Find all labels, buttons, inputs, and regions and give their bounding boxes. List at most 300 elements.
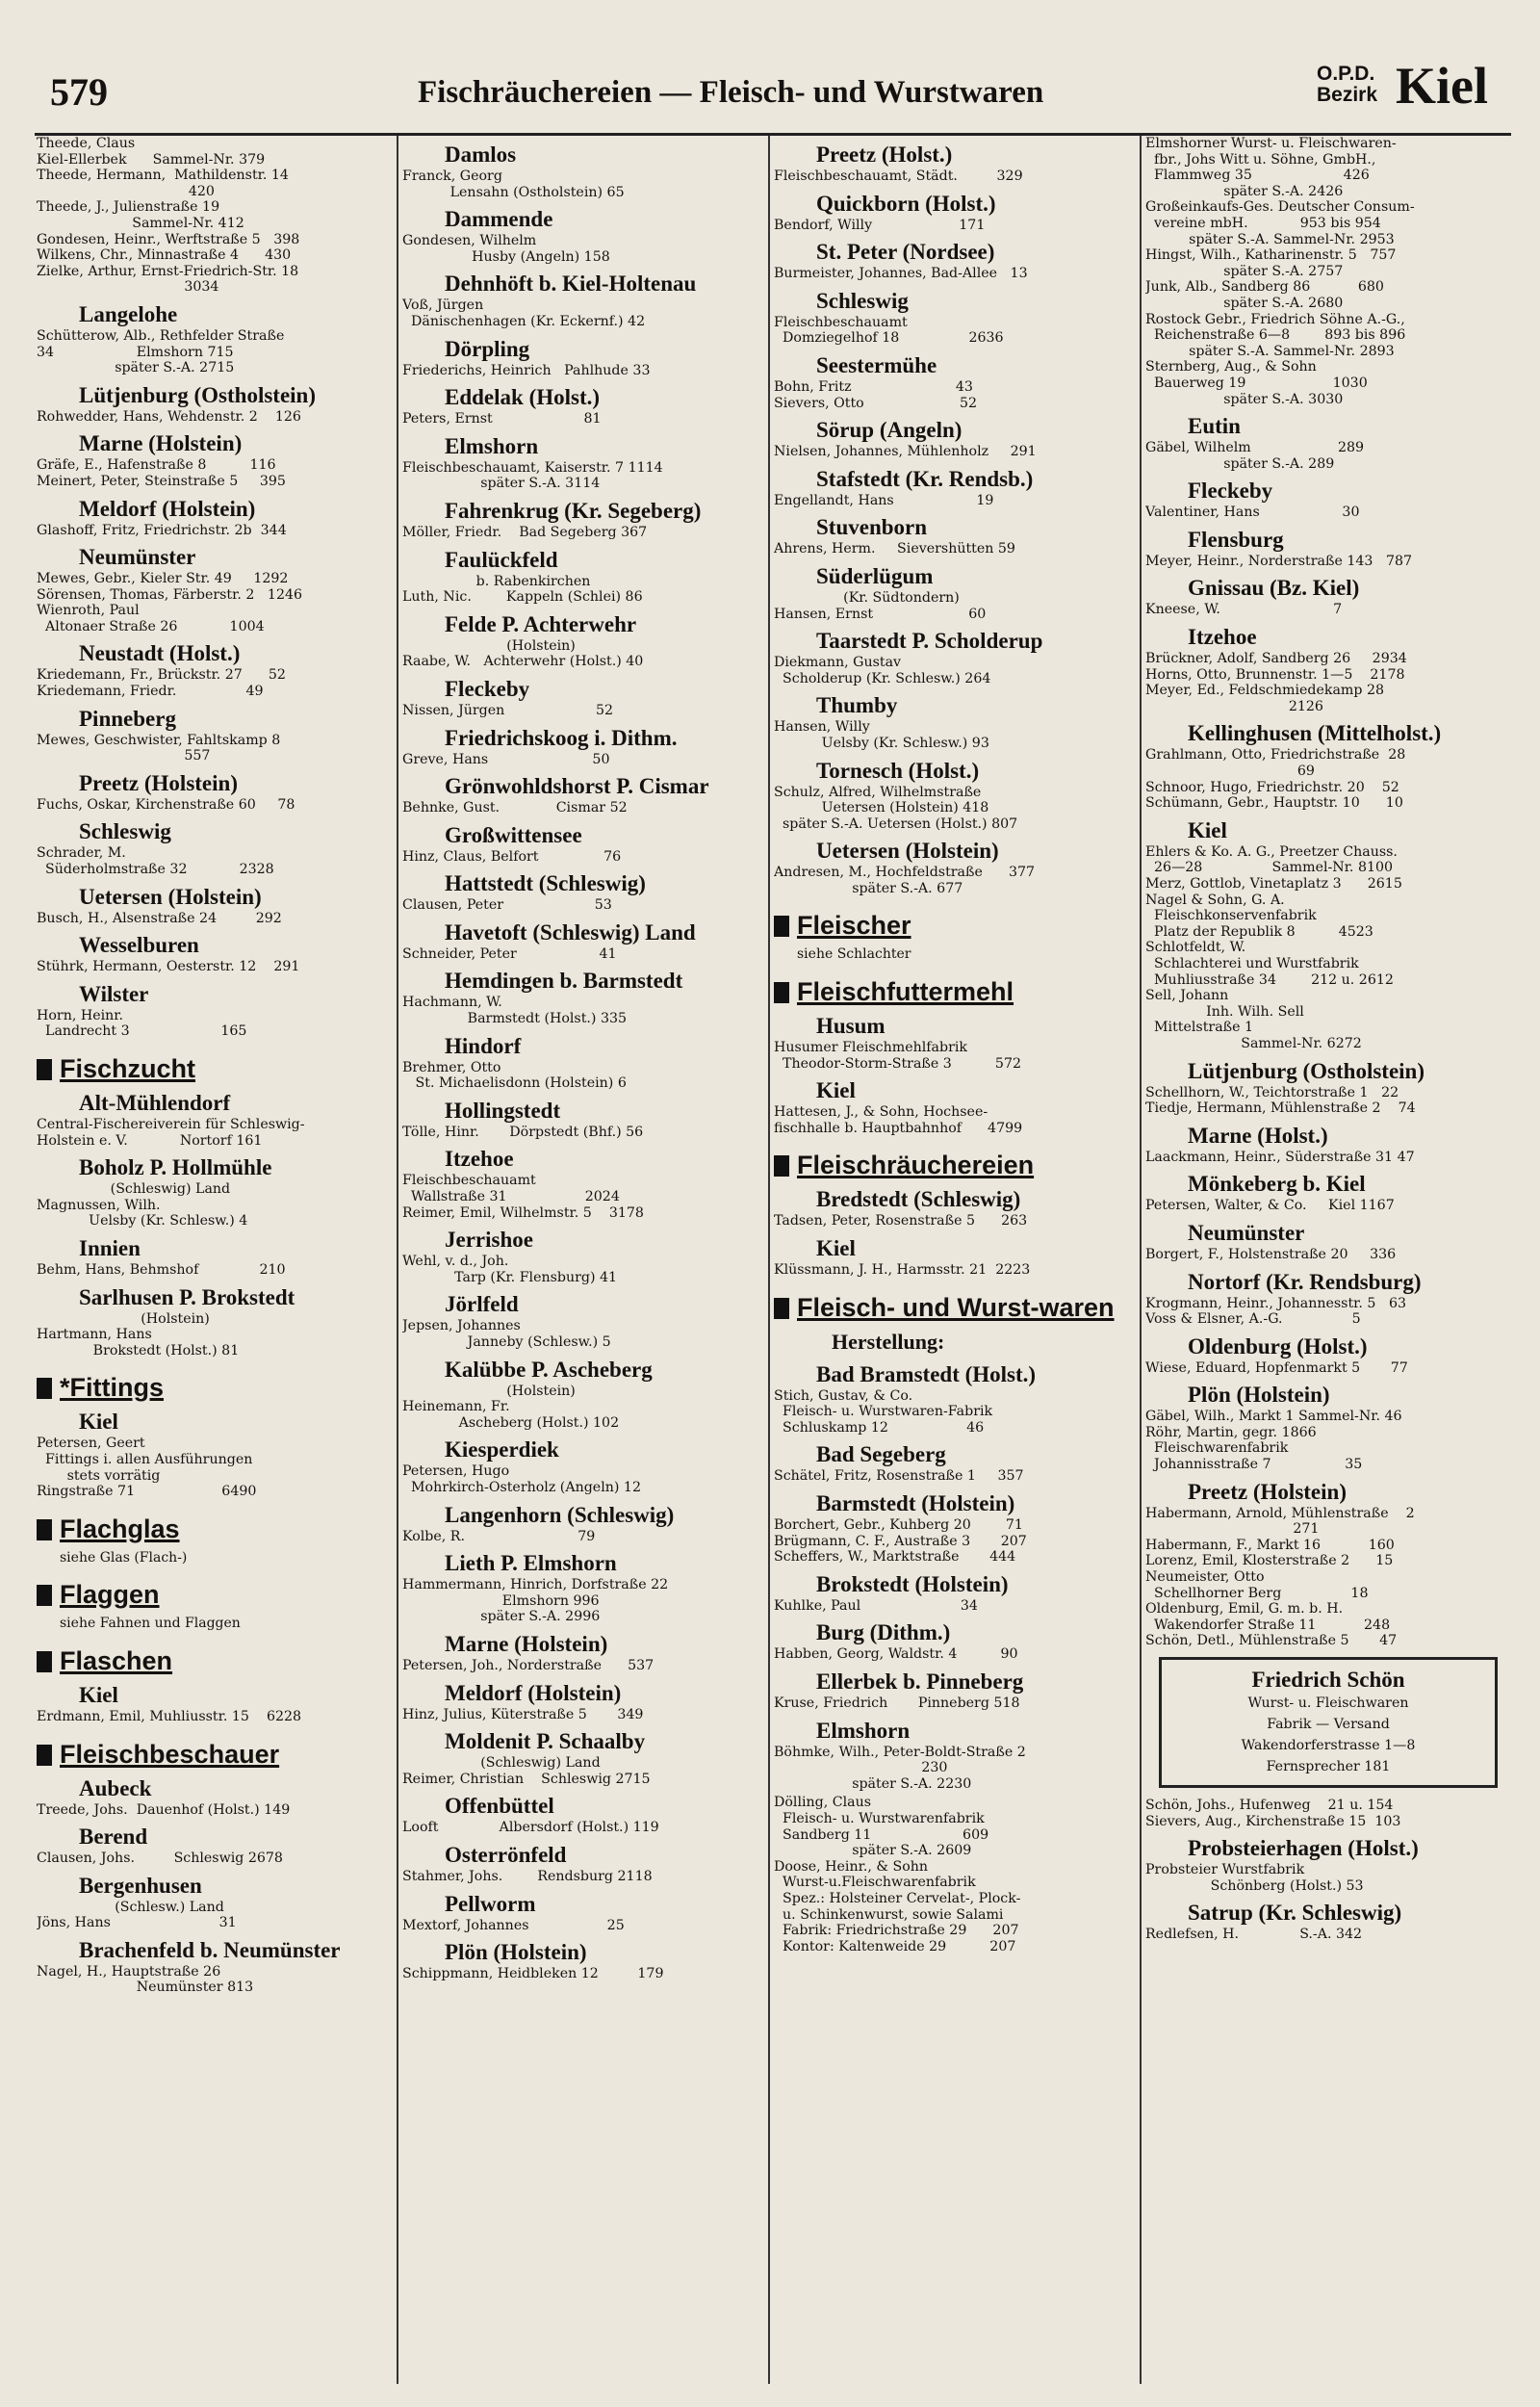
listing-line: (Kr. Südtondern) [774,589,960,606]
entry-block [37,1436,391,1499]
listing-line: Heinemann, Fr. [402,1399,510,1415]
listing-line: Inh. Wilh. Sell [1145,1003,1304,1020]
listing-line: (Schleswig) Land [402,1755,601,1772]
place-heading: Kiel [1188,817,1227,842]
listing-line: (Schlesw.) Land [37,1899,224,1915]
place-heading: Quickborn (Holst.) [816,191,996,216]
entry-block [1145,747,1507,811]
place-heading: Ellerbek b. Pinneberg [816,1669,1024,1694]
advertisement-line: Wurst- u. Fleischwaren [1247,1695,1409,1711]
listing-line: Ascheberg (Holst.) 102 [402,1414,620,1431]
place-heading: Alt-Mühlendorf [79,1091,231,1115]
listing-line: Spez.: Holsteiner Cervelat-, Plock- [774,1890,1021,1906]
entry-block [37,1181,391,1229]
listing-line: (Schleswig) Land [37,1181,231,1198]
listing-line: 3034 [37,279,219,296]
listing-line: Hachmann, W. [402,995,502,1011]
listing-line: Schätel, Fritz, Rosenstraße 1 357 [774,1468,1024,1485]
entry-block [37,1311,391,1359]
place-heading: Elmshorn [445,433,539,458]
listing-line: Fuchs, Oskar, Kirchenstraße 60 78 [37,796,295,813]
listing-line: 2126 [1145,698,1323,714]
listing-line: Theede, J., Julienstraße 19 [37,199,220,216]
section-bullet [37,1651,52,1672]
listing-line: Gäbel, Wilhelm 289 [1145,440,1365,456]
listing-line: Großeinkaufs-Ges. Deutscher Consum- [1145,199,1415,216]
section-heading [37,1579,391,1610]
listing-line: Behnke, Gust. Cismar 52 [402,800,628,816]
place-heading: Kalübbe P. Ascheberg [445,1357,653,1382]
column-4 [1145,136,1507,2384]
listing-line: Tadsen, Peter, Rosenstraße 5 263 [774,1213,1028,1229]
listing-line: Brokstedt (Holst.) 81 [37,1342,240,1359]
entry-block [1145,1360,1507,1377]
place-heading: Hemdingen b. Barmstedt [445,969,683,994]
listing-line: Doose, Heinr., & Sohn [774,1858,929,1875]
entry-block [774,493,1134,509]
entry-block [402,703,762,719]
place-heading: Dammende [445,207,553,232]
listing-line: Junk, Alb., Sandberg 86 680 [1145,279,1384,296]
entry-block [402,525,762,541]
listing-line: Luth, Nic. Kappeln (Schlei) 86 [402,589,643,606]
listing-line: Hattesen, J., & Sohn, Hochsee- [774,1104,988,1121]
entry-block [402,460,762,492]
place-heading: Langelohe [79,301,178,326]
region-label [1317,64,1377,106]
entry-block [402,800,762,816]
place-heading: Bad Bramstedt (Holst.) [816,1361,1037,1386]
listing-line: Horn, Heinr. [37,1007,124,1023]
listing-line: Schönberg (Holst.) 53 [1145,1877,1364,1894]
listing-line: Wilkens, Chr., Minnastraße 4 430 [37,247,292,264]
listing-line: Uelsby (Kr. Schlesw.) 4 [37,1213,248,1229]
place-heading: Jerrishoe [445,1228,533,1253]
listing-line: Hansen, Ernst 60 [774,606,987,622]
listing-line: Mewes, Gebr., Kieler Str. 49 1292 [37,571,289,587]
section-title: Flachglas [60,1514,180,1543]
listing-line: Lensahn (Ostholstein) 65 [402,184,625,200]
listing-line: Platz der Republik 8 4523 [1145,923,1373,940]
listing-line: Kriedemann, Fr., Brückstr. 27 52 [37,667,286,684]
listing-line: Nielsen, Johannes, Mühlenholz 291 [774,444,1037,460]
entry-block [774,1646,1134,1663]
listing-line: Schlotfeldt, W. [1145,940,1246,956]
listing-line: später S.-A. 2230 [774,1775,972,1792]
listing-line: Schütterow, Alb., Rethfelder Straße [37,327,285,344]
listing-line: Franck, Georg [402,168,502,184]
listing-line: Süderholmstraße 32 2328 [37,862,274,878]
section-heading [37,1053,391,1084]
listing-line: Scholderup (Kr. Schlesw.) 264 [774,670,991,686]
section-title: Fleischräuchereien [797,1151,1035,1180]
listing-line: später S.-A. 2609 [774,1843,972,1859]
section-title: Flaggen [60,1580,160,1610]
place-heading: Burg (Dithm.) [816,1620,951,1645]
entry-block [1145,844,1507,1052]
listing-line: Theede, Hermann, Mathildenstr. 14 [37,168,289,184]
place-heading: Probsteierhagen (Holst.) [1188,1836,1419,1861]
place-heading: Kiel [79,1410,118,1435]
entry-block [37,667,391,699]
listing-line: Tiedje, Hermann, Mühlenstraße 2 74 [1145,1100,1416,1117]
place-heading: Schleswig [79,819,171,844]
listing-line: 271 [1145,1521,1320,1538]
listing-line: Fleisch- u. Wurstwarenfabrik [774,1810,985,1826]
listing-line: später S.-A. Sammel-Nr. 2893 [1145,343,1395,359]
place-heading: Elmshorn [816,1718,911,1743]
listing-line: Flammweg 35 426 [1145,168,1370,184]
entry-block [402,752,762,768]
listing-line: Sievers, Otto 52 [774,395,977,411]
listing-line: Gondesen, Heinr., Werftstraße 5 398 [37,231,300,247]
place-heading: Preetz (Holstein) [79,770,238,795]
listing-line: Mewes, Geschwister, Fahltskamp 8 [37,732,281,748]
entry-block [37,1964,391,1996]
entry-block [774,1104,1134,1136]
see-also-note: siehe Schlachter [797,946,911,963]
listing-line: Rostock Gebr., Friedrich Söhne A.-G., [1145,311,1405,327]
place-heading: Grönwohldshorst P. Cismar [445,774,709,799]
entry-block [1145,136,1507,407]
advertisement-line: Fabrik — Versand [1267,1717,1390,1732]
entry-block [37,1008,391,1040]
entry-block [1145,440,1507,472]
entry-block [402,233,762,265]
listing-line: Busch, H., Alsenstraße 24 292 [37,910,282,926]
place-heading: Hollingstedt [445,1098,561,1123]
place-heading: Friedrichskoog i. Dithm. [445,725,678,750]
section-heading [774,1150,1134,1180]
place-heading: Seestermühe [816,352,937,377]
listing-line: Redlefsen, H. S.-A. 342 [1145,1927,1363,1943]
place-heading: Mönkeberg b. Kiel [1188,1172,1366,1197]
listing-line: Domziegelhof 18 2636 [774,330,1004,347]
column-1 [37,136,391,2384]
listing-line: Barmstedt (Holst.) 335 [402,1011,628,1027]
place-heading: Stafstedt (Kr. Rendsb.) [816,466,1034,491]
listing-line: Husumer Fleischmehlfabrik [774,1040,967,1056]
entry-block [37,328,391,376]
entry-block [402,897,762,914]
listing-line: Hartmann, Hans [37,1327,152,1343]
listing-line: Wiese, Eduard, Hopfenmarkt 5 77 [1145,1359,1408,1376]
listing-line: Schön, Johs., Hufenweg 21 u. 154 [1145,1798,1394,1813]
place-heading: Marne (Holst.) [1188,1123,1328,1148]
listing-line: Elmshorn 996 [402,1592,600,1609]
listing-line: Johannisstraße 7 35 [1145,1457,1363,1473]
listing-line: Fleischbeschauamt [402,1173,536,1189]
entry-block [402,1463,762,1495]
listing-line: Engellandt, Hans 19 [774,492,994,508]
listing-line: Mohrkirch-Osterholz (Angeln) 12 [402,1479,641,1495]
page-header [0,0,1540,123]
listing-line: Meinert, Peter, Steinstraße 5 395 [37,473,286,489]
place-heading: Neumünster [79,545,196,570]
place-heading: Faulückfeld [445,547,558,572]
entry-block [37,845,391,877]
place-heading: Neumünster [1188,1220,1305,1245]
listing-line: Schnoor, Hugo, Friedrichstr. 20 52 [1145,779,1399,795]
listing-line: Habermann, F., Markt 16 160 [1145,1537,1395,1553]
listing-line: Petersen, Hugo [402,1463,510,1480]
listing-line: Stich, Gustav, & Co. [774,1387,913,1404]
listing-line: Meyer, Heinr., Norderstraße 143 787 [1145,553,1413,569]
entry-block [774,315,1134,347]
place-heading: Havetoft (Schleswig) Land [445,919,696,945]
place-heading: Hattstedt (Schleswig) [445,871,646,896]
place-heading: Süderlügum [816,563,934,588]
listing-line: Gräfe, E., Hafenstraße 8 116 [37,457,276,474]
listing-line: später S.-A. 2715 [37,360,235,376]
entry-block [774,1468,1134,1485]
place-heading: Innien [79,1235,141,1260]
listing-line: Reichenstraße 6—8 893 bis 896 [1145,327,1406,344]
place-heading: Pellworm [445,1891,536,1916]
entry-block [1145,1247,1507,1263]
section-bullet [37,1585,52,1606]
place-heading: Lieth P. Elmshorn [445,1551,617,1576]
section-heading [774,910,1134,941]
region-city: Kiel [1396,57,1488,115]
section-title: Fischzucht [60,1054,196,1083]
listing-line: Wurst-u.Fleischwarenfabrik [774,1875,976,1891]
listing-line: Oldenburg, Emil, G. m. b. H. [1145,1601,1344,1618]
place-heading: Fahrenkrug (Kr. Segeberg) [445,498,702,523]
entry-block [402,1658,762,1674]
listing-line: 420 [37,183,215,199]
place-heading: Flensburg [1188,527,1284,552]
entry-block [1145,1296,1507,1328]
listing-line: 34 Elmshorn 715 [37,344,234,360]
entry-block [1145,1198,1507,1214]
listing-line: Merz, Gottlob, Vinetaplatz 3 2615 [1145,876,1402,892]
see-also-note: siehe Glas (Flach-) [60,1549,188,1566]
listing-line: Burmeister, Johannes, Bad-Allee 13 [774,266,1028,282]
section-heading [37,1372,391,1403]
entry-block [774,785,1134,833]
place-heading: Pinneberg [79,706,176,731]
listing-line: Kontor: Kaltenweide 29 207 [774,1938,1016,1954]
place-heading: Marne (Holstein) [445,1631,608,1656]
place-heading: Dehnhöft b. Kiel-Holtenau [445,272,697,297]
entry-block [774,1213,1134,1229]
column-divider [768,136,770,2384]
entry-block [402,1529,762,1545]
listing-line: Scheffers, W., Marktstraße 444 [774,1549,1016,1566]
listing-line: Wienroth, Paul [37,603,140,619]
place-heading: Oldenburg (Holst.) [1188,1333,1368,1359]
entry-block [774,1262,1134,1279]
listing-line: Neumünster 813 [37,1980,254,1996]
listing-line: Laackmann, Heinr., Süderstraße 31 47 [1145,1149,1415,1165]
place-heading: Stuvenborn [816,515,928,540]
entry-block [774,1517,1134,1566]
listing-line: später S.-A. 289 [1145,455,1335,472]
entry-block [1145,1085,1507,1117]
listing-line: Horns, Otto, Brunnenstr. 1—5 2178 [1145,666,1405,683]
place-heading: Fleckeby [1188,479,1273,504]
entry-block [402,1254,762,1285]
place-heading: Itzehoe [445,1147,514,1172]
place-heading: Thumby [816,693,898,718]
place-heading: Itzehoe [1188,625,1257,650]
listing-line: Bendorf, Willy 171 [774,217,986,233]
listing-line: Raabe, W. Achterwehr (Holst.) 40 [402,654,644,670]
place-heading: Brachenfeld b. Neumünster [79,1937,341,1962]
place-heading: Osterrönfeld [445,1842,567,1867]
entry-block [774,655,1134,686]
listing-line: Reimer, Christian Schleswig 2715 [402,1771,651,1787]
entry-block [402,1755,762,1787]
entry-block [37,457,391,489]
entry-block [774,266,1134,282]
listing-line: Dänischenhagen (Kr. Eckernf.) 42 [402,313,646,329]
entry-block [1145,1862,1507,1894]
listing-line: Lorenz, Emil, Klosterstraße 2 15 [1145,1553,1394,1569]
entry-block [402,1125,762,1141]
listing-line: Kneese, W. 7 [1145,602,1343,618]
entry-block [37,959,391,975]
entry-block [1145,505,1507,521]
listing-line: später S.-A. 2426 [1145,183,1344,199]
listing-line: Rohwedder, Hans, Wehdenstr. 2 126 [37,408,301,425]
section-heading [37,1739,391,1770]
listing-line: Möller, Friedr. Bad Segeberg 367 [402,524,648,540]
entry-block [774,379,1134,411]
section-bullet [774,982,789,1003]
listing-line: Erdmann, Emil, Muhliusstr. 15 6228 [37,1708,302,1724]
listing-line: Bauerweg 19 1030 [1145,375,1368,391]
place-heading: Sarlhusen P. Brokstedt [79,1284,295,1309]
listing-line: Sörensen, Thomas, Färberstr. 2 1246 [37,586,303,603]
place-heading: Wilster [79,981,149,1006]
listing-line: Central-Fischereiverein für Schleswig- [37,1117,305,1132]
listing-line: Ehlers & Ko. A. G., Preetzer Chauss. [1145,843,1398,860]
listing-line: Uelsby (Kr. Schlesw.) 93 [774,735,989,751]
place-heading: Offenbüttel [445,1794,554,1819]
listing-line: Friederichs, Heinrich Pahlhude 33 [402,362,651,378]
entry-block [402,1966,762,1982]
listing-line: Muhliusstraße 34 212 u. 2612 [1145,971,1394,988]
listing-line: Wallstraße 31 2024 [402,1189,620,1205]
place-heading: Barmstedt (Holstein) [816,1491,1015,1515]
place-heading: Meldorf (Holstein) [445,1680,622,1705]
listing-line: Schippmann, Heidbleken 12 179 [402,1966,664,1982]
place-heading: Bad Segeberg [816,1442,946,1467]
listing-line: Schrader, M. [37,845,126,862]
entry-block [402,1060,762,1092]
listing-line: Peters, Ernst 81 [402,411,602,427]
advertisement-line: Fernsprecher 181 [1266,1759,1391,1774]
listing-line: Fleischkonservenfabrik [1145,908,1317,924]
listing-line: Stührk, Hermann, Oesterstr. 12 291 [37,959,300,975]
listing-line: Holstein e. V. Nortorf 161 [37,1132,263,1149]
entry-block [774,444,1134,460]
entry-block [1145,1150,1507,1166]
place-heading: Lütjenburg (Ostholstein) [79,382,316,407]
listing-line: Sternberg, Aug., & Sohn [1145,359,1317,375]
entry-block [774,1598,1134,1615]
entry-block [402,574,762,606]
entry-block [402,1577,762,1625]
place-heading: Kiel [816,1236,856,1261]
listing-line: Magnussen, Wilh. [37,1197,161,1213]
entry-block [1145,1798,1507,1829]
place-heading: Preetz (Holstein) [1188,1479,1347,1504]
listing-line: stets vorrätig [37,1467,161,1484]
listing-line: Fleischbeschauamt [774,314,908,330]
place-heading: Bergenhusen [79,1873,202,1898]
place-heading: Kellinghusen (Mittelholst.) [1188,721,1442,746]
advertisement-line: Wakendorferstrasse 1—8 [1241,1738,1416,1753]
place-heading: Brokstedt (Holstein) [816,1571,1009,1596]
listing-line: Wehl, v. d., Joh. [402,1254,509,1270]
listing-line: Habermann, Arnold, Mühlenstraße 2 [1145,1505,1415,1521]
listing-line: Voss & Elsner, A.-G. 5 [1145,1311,1361,1328]
entry-block [774,1695,1134,1712]
listing-line: Fleischbeschauamt, Kaiserstr. 7 1114 [402,459,663,476]
listing-line: später S.-A. 3114 [402,476,601,492]
entry-block [1145,554,1507,570]
listing-line: Schellhorner Berg 18 [1145,1585,1369,1601]
listing-line: Brehmer, Otto [402,1059,501,1075]
section-bullet [774,916,789,937]
section-bullet [37,1059,52,1080]
place-heading: Felde P. Achterwehr [445,611,637,636]
entry-block [774,719,1134,751]
listing-line: Sandberg 11 609 [774,1826,989,1843]
listing-line: Hinz, Julius, Küterstraße 5 349 [402,1706,644,1722]
section-bullet [37,1378,52,1399]
listing-line: Landrecht 3 165 [37,1023,247,1040]
page-number: 579 [50,70,108,114]
entry-block [1145,602,1507,618]
listing-line: Habben, Georg, Waldstr. 4 90 [774,1646,1018,1663]
place-heading: Marne (Holstein) [79,431,243,456]
entry-block [774,590,1134,622]
listing-line: später S.-A. Sammel-Nr. 2953 [1145,231,1395,247]
listing-line: Theede, Claus [37,136,136,151]
listing-line: Dölling, Claus [774,1795,872,1811]
listing-line: Fleischbeschauamt, Städt. 329 [774,168,1023,184]
listing-line: Fittings i. allen Ausführungen [37,1451,253,1467]
place-heading: Wesselburen [79,933,199,958]
place-heading: Damlos [445,142,517,167]
listing-line: St. Michaelisdonn (Holstein) 6 [402,1075,627,1092]
listing-line: Mittelstraße 1 [1145,1020,1254,1036]
place-heading: Tornesch (Holst.) [816,758,980,783]
listing-line: Clausen, Peter 53 [402,897,612,914]
directory-columns [35,133,1511,2384]
region-district: Bezirk [1317,84,1378,106]
section-heading [37,1514,391,1544]
entry-block [402,1820,762,1836]
section-title: Fleischbeschauer [60,1739,280,1769]
listing-line: Schlachterei und Wurstfabrik [1145,955,1359,971]
section-bullet [37,1745,52,1766]
section-heading [774,976,1134,1007]
entry-block [37,797,391,814]
listing-line: Kruse, Friedrich Pinneberg 518 [774,1695,1020,1711]
listing-line: Jöns, Hans 31 [37,1915,237,1931]
region-abbr: O.P.D. [1317,63,1375,85]
advertisement-box [1159,1657,1498,1788]
listing-line: später S.-A. 3030 [1145,391,1344,407]
entry-block [402,1918,762,1934]
listing-line: u. Schinkenwurst, sowie Salami [774,1906,1004,1923]
place-heading: Nortorf (Kr. Rendsburg) [1188,1269,1422,1294]
